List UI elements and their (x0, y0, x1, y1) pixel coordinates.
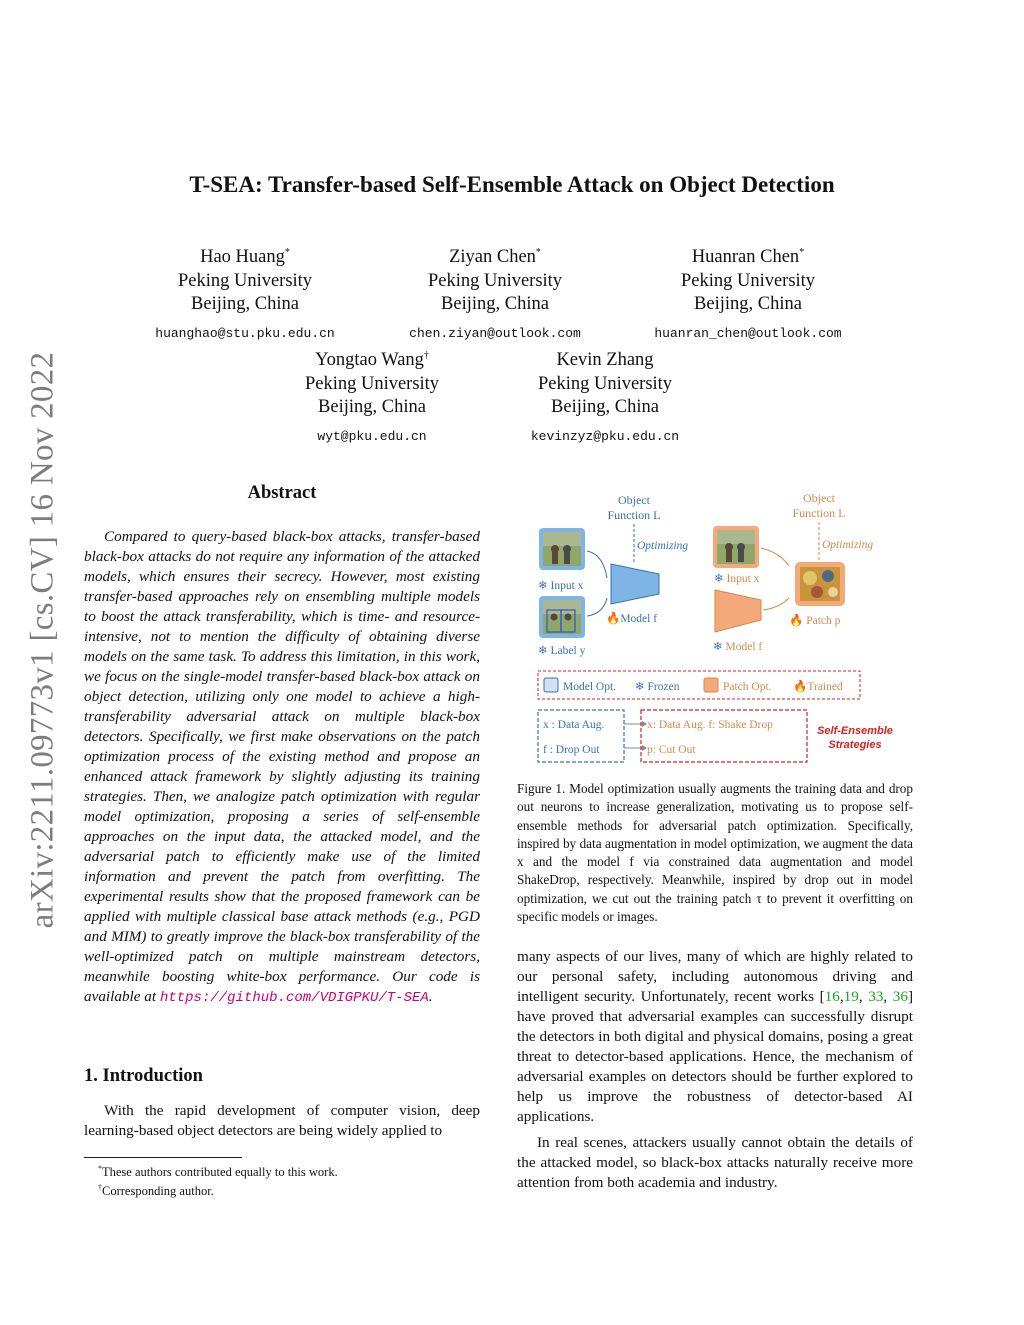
frozen-icon: ❄ (538, 580, 548, 592)
figure-1-diagram (517, 486, 917, 776)
left-model-label: 🔥Model f (606, 613, 658, 625)
author-email[interactable]: chen.ziyan@outlook.com (409, 325, 581, 341)
author-location: Beijing, China (318, 397, 426, 418)
legend-model-opt: Model Opt. (563, 681, 617, 693)
author-location: Beijing, China (694, 294, 802, 315)
frozen-icon: ❄ (713, 641, 723, 653)
footnote-text: These authors contributed equally to this work. (102, 1165, 338, 1180)
left-label-y: ❄ Label y (538, 645, 586, 657)
legend-trained: 🔥Trained (793, 681, 843, 693)
footnotes (84, 1161, 480, 1199)
author-block (242, 344, 502, 448)
arxiv-identifier (26, 340, 60, 940)
right-model-label: ❄ Model f (713, 641, 763, 653)
author-name: Huanran Chen (691, 247, 800, 268)
author-email[interactable]: huanghao@stu.pku.edu.cn (155, 325, 335, 341)
right-column-text (517, 947, 913, 1199)
author-affiliation: Peking University (427, 270, 563, 291)
abstract-end: . (428, 988, 433, 1005)
footnote-text: Corresponding author. (102, 1184, 214, 1199)
frozen-icon: ❄ (538, 645, 548, 657)
code-link[interactable]: https://github.com/VDIGPKU/T-SEA (159, 990, 429, 1006)
author-block (475, 344, 735, 448)
author-affiliation: Peking University (177, 270, 313, 291)
figure-1 (517, 486, 917, 776)
legend-model-opt-swatch (544, 678, 558, 692)
right-patch-label: 🔥 Patch p (789, 615, 841, 627)
legend-patch-opt: Patch Opt. (723, 681, 772, 693)
left-input-label: ❄ Input x (538, 580, 584, 592)
left-object-function-label: Object (618, 493, 650, 507)
abstract-body (84, 527, 480, 1008)
abstract-heading: Abstract (247, 483, 317, 503)
input-image-icon (539, 528, 585, 570)
flow-arrow (587, 598, 607, 616)
footnote-mark: † (98, 1183, 102, 1193)
author-block (618, 241, 878, 345)
patched-input-image-icon (713, 526, 759, 568)
author-affiliation: Peking University (304, 373, 440, 394)
author-email[interactable]: kevinzyz@pku.edu.cn (530, 428, 680, 444)
self-ensemble-label-2: Strategies (828, 739, 882, 751)
author-location: Beijing, China (551, 397, 659, 418)
adversarial-patch-icon (795, 562, 845, 606)
author-name: Ziyan Chen (449, 247, 536, 268)
patch-strategy-aug-shake: x: Data Aug. f: Shake Drop (647, 719, 773, 731)
frozen-icon: ❄ (714, 573, 724, 585)
trained-icon: 🔥 (789, 615, 804, 627)
author-block (365, 241, 625, 345)
author-mark: † (423, 350, 429, 361)
model-shape-blue (611, 564, 659, 604)
trained-icon: 🔥 (606, 613, 621, 625)
figure-caption: Figure 1. Model optimization usually augments the training data and drop out neurons to increase generalization, motivating us to propose self-ensemble methods for adversarial patch optimization. Specifically, inspired by data augmentation in model optimization, we augment the data x and the model f via constrained data augmentation and model ShakeDrop, respectively. Meanwhile, inspired by drop out in model optimization, we cut out the training patch τ to prevent it overfitting on specific models or images. (517, 781, 913, 925)
right-optimizing-label: Optimizing (822, 539, 874, 551)
footnote-mark: * (98, 1164, 102, 1173)
right-input-label: ❄ Input x (714, 573, 760, 585)
self-ensemble-label: Self-Ensemble (817, 725, 893, 737)
author-location: Beijing, China (441, 294, 549, 315)
citation-link[interactable]: 19 (843, 988, 859, 1005)
paper-title: T-SEA: Transfer-based Self-Ensemble Attack on Object Detection (189, 172, 835, 197)
flow-arrow (761, 548, 789, 566)
label-image-icon (539, 596, 585, 638)
author-mark: * (284, 247, 290, 258)
flow-arrow (587, 551, 607, 578)
citation-link[interactable]: 16 (824, 988, 840, 1005)
frozen-icon: ❄ (635, 681, 645, 693)
citation-link[interactable]: 36 (892, 988, 908, 1005)
author-email[interactable]: huanran_chen@outlook.com (654, 325, 842, 341)
right-object-function-label-2: Function L (792, 506, 846, 520)
model-shape-orange (715, 590, 761, 632)
legend-patch-opt-swatch (704, 678, 718, 692)
legend-frozen: ❄ Frozen (635, 681, 680, 693)
paragraph: In real scenes, attackers usually cannot obtain the details of the attacked model, so black-box attacks naturally receive more attention from both academia and industry. (517, 1134, 913, 1191)
footnote (84, 1161, 480, 1180)
author-name: Hao Huang (200, 247, 285, 268)
model-strategy-drop-out: f : Drop Out (543, 744, 600, 756)
left-optimizing-label: Optimizing (637, 540, 689, 552)
paragraph: many aspects of our lives, many of which are highly related to our personal safety, including autonomous driving and intelligent security. Unfortunately, recent works [16,19, 33, 36] have proved that adversarial examples can successfully disrupt the detectors in both digital and physical domains, posing a great threat to detector-based applications. Hence, the mechanism of adversarial examples on detectors should be further explored to help us improve the robustness of detector-based AI applications. (517, 948, 913, 1125)
intro-paragraph: With the rapid development of computer vision, deep learning-based object detectors are being widely applied to (84, 1102, 480, 1139)
footnote-divider (84, 1157, 242, 1158)
right-object-function-label: Object (803, 491, 835, 505)
author-name: Kevin Zhang (556, 350, 654, 371)
left-object-function-label-2: Function L (607, 508, 661, 522)
model-strategy-data-aug: x : Data Aug. (543, 719, 605, 731)
trained-icon: 🔥 (793, 681, 808, 693)
section-heading-introduction: 1. Introduction (84, 1066, 203, 1086)
flow-arrow (763, 598, 789, 610)
author-email[interactable]: wyt@pku.edu.cn (317, 428, 427, 444)
author-affiliation: Peking University (680, 270, 816, 291)
arxiv-identifier-text: arXiv:2211.09773v1 [cs.CV] 16 Nov 2022 (24, 351, 61, 929)
patch-strategy-cut-out: p: Cut Out (647, 744, 696, 756)
author-block (115, 241, 375, 345)
author-location: Beijing, China (191, 294, 299, 315)
footnote (84, 1180, 480, 1199)
author-mark: * (535, 247, 541, 258)
abstract-text: Compared to query-based black-box attacks, transfer-based black-box attacks do not require any information of the attacked models, which ensures their secrecy. However, most existing transfer-based approaches rely on ensembling multiple models to boost the attack transferability, which is time- and resource-intensive, not to mention the difficulty of obtaining diverse models on the same task. To address this limitation, in this work, we focus on the single-model transfer-based black-box attack on object detection, utilizing only one model to achieve a high-transferability adversarial attack on multiple black-box detectors. Specifically, we first make observations on the patch optimization process of the existing method and propose an enhanced attack framework by slightly adjusting its training strategies. Then, we analogize patch optimization with regular model optimization, proposing a series of self-ensemble approaches on the input data, the attacked model, and the adversarial patch to efficiently make use of the limited information and prevent the patch from overfitting. The experimental results show that the proposed framework can be applied with multiple classical base attack methods (e.g., PGD and MIM) to greatly improve the black-box transferability of the well-optimized patch on multiple mainstream detectors, meanwhile boosting white-box performance. Our code is available at (84, 528, 480, 1005)
author-mark: * (799, 247, 805, 258)
citation-link[interactable]: 33 (868, 988, 884, 1005)
author-name: Yongtao Wang (315, 350, 424, 371)
author-affiliation: Peking University (537, 373, 673, 394)
